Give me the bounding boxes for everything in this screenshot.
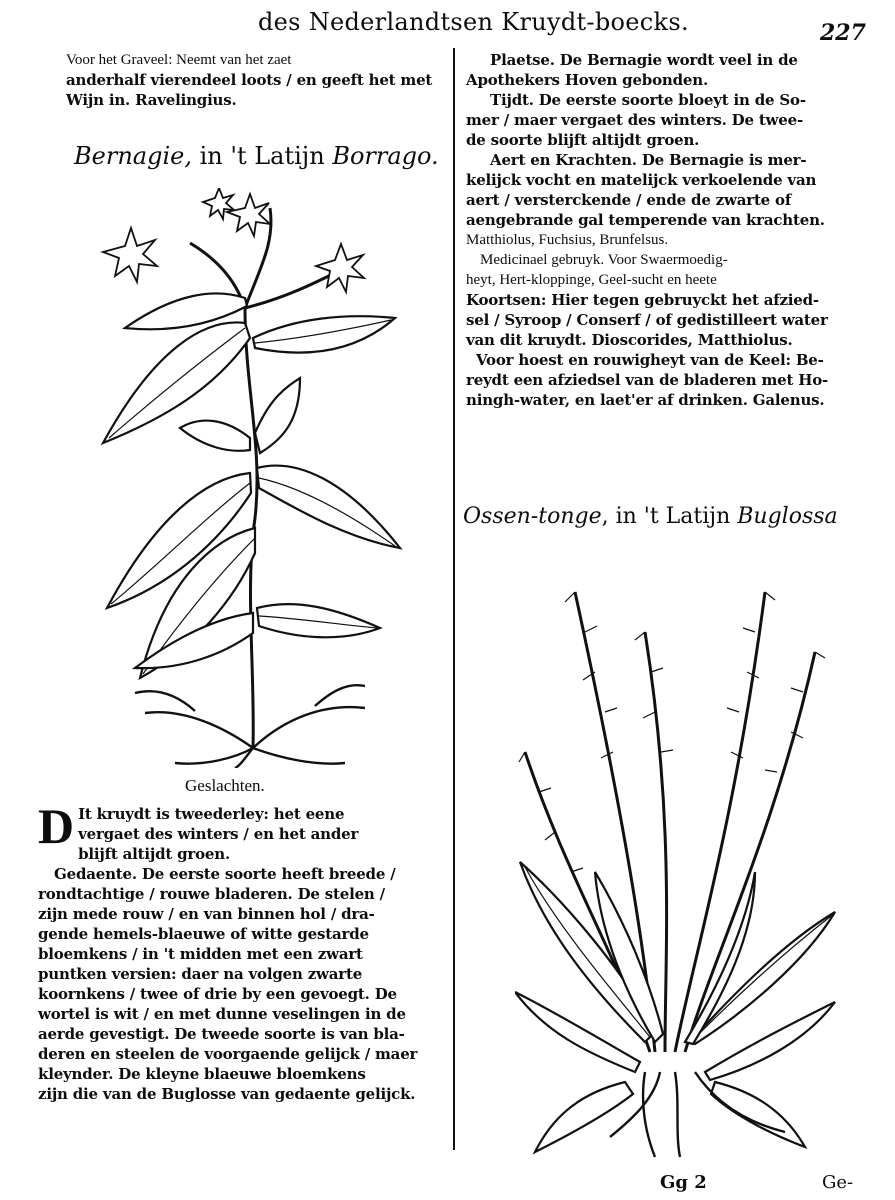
signature-mark: Gg 2 [660,1172,707,1193]
geslachten-caption: Geslachten. [185,776,265,795]
text-line: Aert en Krachten. De Bernagie is mer- [490,151,807,169]
column-divider [453,48,455,1150]
text-line: zijn mede rouw / en van binnen hol / dra- [38,905,375,923]
text-line: Koortsen: Hier tegen gebruyckt het afzied- [466,291,819,309]
text-line: aerde gevestigt. De tweede soorte is van bla- [38,1025,405,1043]
text-line: ningh-water, en laet'er af drinken. Galenus. [466,391,825,409]
running-title: des Nederlandtsen Kruydt-boecks. [258,8,689,36]
intro-line: Voor het Graveel: Neemt van het zaet [66,52,292,68]
text-line: Plaetse. De Bernagie wordt veel in de [490,51,798,69]
heading-latin: Buglossa [737,504,838,529]
text-line: kelijck vocht en matelijck verkoelende van [466,171,817,189]
text-line: Gedaente. De eerste soorte heeft breede / [54,865,396,883]
text-line: vergaet des winters / en het ander [78,825,359,843]
text-line: sel / Syroop / Conserf / of gedistilleert water [466,311,828,329]
text-line: It kruydt is tweederley: het eene [78,805,345,823]
buglossa-heading [463,504,838,529]
text-line: aert / versterckende / ende de zwarte of [466,191,792,209]
text-line: Medicinael gebruyk. Voor Swaermoedig- [480,252,728,268]
borago-heading [74,142,439,170]
text-line: deren en steelen de voorgaende gelijck / maer [38,1045,418,1063]
heading-mid: , in 't Latijn [601,504,738,529]
text-line: gende hemels-blaeuwe of witte gestarde [38,925,369,943]
text-line: de soorte blijft altijdt groen. [466,131,700,149]
text-line: heyt, Hert-kloppinge, Geel-sucht en heete [466,272,717,288]
text-line: Matthiolus, Fuchsius, Brunfelsus. [466,232,669,248]
left-main-text [38,798,436,1104]
text-line: reydt een afziedsel van de bladeren met Ho- [466,371,829,389]
left-intro [66,50,452,110]
heading-mid: in 't Latijn [191,142,333,170]
text-line: rondtachtige / rouwe bladeren. De stelen / [38,885,385,903]
heading-name: Bernagie, [74,142,192,170]
heading-latin: Borrago. [332,142,439,170]
text-line: Tijdt. De eerste soorte bloeyt in de So- [490,91,806,109]
text-line: Voor hoest en rouwigheyt van de Keel: Be- [476,351,824,369]
text-line: Apothekers Hoven gebonden. [466,71,708,89]
text-line: aengebrande gal temperende van krachten. [466,211,825,229]
text-line: kleynder. De kleyne blaeuwe bloemkens [38,1065,366,1083]
text-line: blijft altijdt groen. [78,845,231,863]
intro-line: Wijn in. Ravelingius. [66,91,237,109]
text-line: bloemkens / in 't midden met een zwart [38,945,363,963]
text-line: mer / maer vergaet des winters. De twee- [466,111,803,129]
intro-line: anderhalf vierendeel loots / en geeft het met [66,71,433,89]
page-number: 227 [820,20,866,46]
right-text [466,50,882,410]
heading-name: Ossen-tonge [463,504,602,529]
borage-woodcut-illustration [95,188,415,768]
text-line: van dit kruydt. Dioscorides, Matthiolus. [466,331,793,349]
buglossa-woodcut-illustration [515,572,845,1162]
text-line: puntken versien: daer na volgen zwarte [38,965,363,983]
text-line: koornkens / twee of drie by een gevoegt. De [38,985,397,1003]
drop-capital: D [38,798,75,854]
text-line: wortel is wit / en met dunne veselingen in de [38,1005,406,1023]
text-line: zijn die van de Buglosse van gedaente gelijck. [38,1085,416,1103]
catchword: Ge- [822,1172,854,1193]
